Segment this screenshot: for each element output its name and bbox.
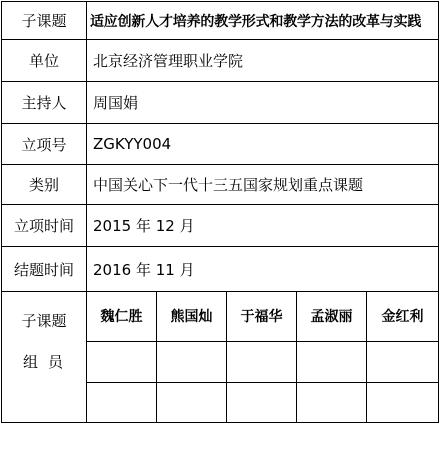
members-label-line1: 子课题 — [21, 312, 67, 330]
end-date-label: 结题时间 — [2, 247, 87, 292]
members-label — [2, 292, 87, 423]
project-number-value: ZGKYY004 — [87, 124, 439, 165]
start-date-label: 立项时间 — [2, 205, 87, 247]
member-cell — [297, 342, 367, 383]
row-category — [2, 165, 439, 205]
row-end-date — [2, 247, 439, 292]
member-cell — [157, 383, 227, 423]
row-members-names — [2, 292, 439, 342]
member-cell — [157, 342, 227, 383]
row-host — [2, 82, 439, 124]
member-cell — [367, 342, 439, 383]
member-cell — [297, 383, 367, 423]
member-name-2: 熊国灿 — [157, 292, 227, 342]
category-label: 类别 — [2, 165, 87, 205]
category-value: 中国关心下一代十三五国家规划重点课题 — [87, 165, 439, 205]
member-cell — [87, 342, 157, 383]
row-unit — [2, 40, 439, 82]
member-name-3: 于福华 — [227, 292, 297, 342]
member-name-4: 孟淑丽 — [297, 292, 367, 342]
member-cell — [87, 383, 157, 423]
project-number-label: 立项号 — [2, 124, 87, 165]
row-start-date — [2, 205, 439, 247]
member-name-1: 魏仁胜 — [87, 292, 157, 342]
member-cell — [227, 383, 297, 423]
host-label: 主持人 — [2, 82, 87, 124]
subproject-value: 适应创新人才培养的教学形式和教学方法的改革与实践 — [87, 2, 439, 40]
start-date-value: 2015 年 12 月 — [87, 205, 439, 247]
subproject-label: 子课题 — [2, 2, 87, 40]
unit-value: 北京经济管理职业学院 — [87, 40, 439, 82]
end-date-value: 2016 年 11 月 — [87, 247, 439, 292]
unit-label: 单位 — [2, 40, 87, 82]
project-info-table — [1, 1, 439, 423]
members-label-line2: 组员 — [22, 353, 73, 371]
member-name-5: 金红利 — [367, 292, 439, 342]
member-cell — [367, 383, 439, 423]
row-subproject — [2, 2, 439, 40]
row-project-number — [2, 124, 439, 165]
host-value: 周国娟 — [87, 82, 439, 124]
member-cell — [227, 342, 297, 383]
